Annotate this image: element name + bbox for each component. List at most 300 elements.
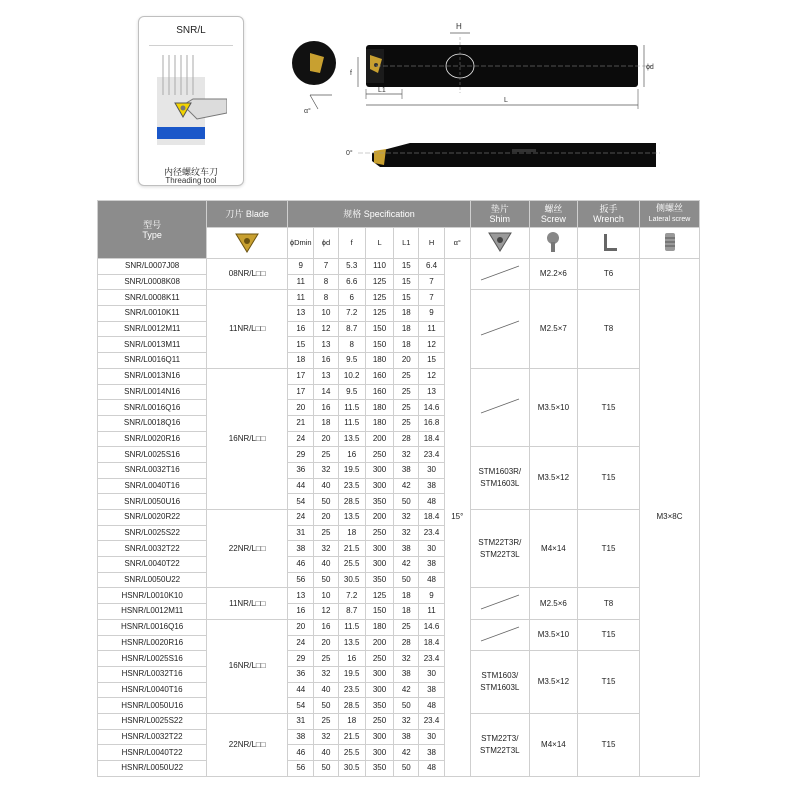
spec-cell: 21 xyxy=(288,415,314,431)
spec-cell: 180 xyxy=(365,353,393,369)
model-cell: HSNR/L0032T16 xyxy=(98,666,207,682)
spec-cell: 16 xyxy=(314,353,338,369)
spec-cell: 9 xyxy=(419,306,444,322)
model-cell: HSNR/L0020R16 xyxy=(98,635,207,651)
model-cell: SNR/L0012M11 xyxy=(98,321,207,337)
spec-cell: 54 xyxy=(288,698,314,714)
spec-cell: 32 xyxy=(394,651,419,667)
lateral-header-en: Lateral screw xyxy=(648,216,691,223)
model-cell: SNR/L0016Q11 xyxy=(98,353,207,369)
model-cell: SNR/L0014N16 xyxy=(98,384,207,400)
table-row xyxy=(98,368,700,384)
spec-cell: 30 xyxy=(419,666,444,682)
wrench-cell: T15 xyxy=(578,447,640,510)
spec-cell: 30 xyxy=(419,729,444,745)
screw-cell: M3.5×12 xyxy=(529,447,577,510)
table-row xyxy=(98,259,700,275)
spec-cell: 18.4 xyxy=(419,510,444,526)
model-cell: SNR/L0040T16 xyxy=(98,478,207,494)
not-applicable-slash xyxy=(475,624,525,644)
spec-cell: 32 xyxy=(314,462,338,478)
spec-cell: 6.4 xyxy=(419,259,444,275)
alpha-label: α° xyxy=(304,108,311,115)
spec-cell: 14.6 xyxy=(419,400,444,416)
spec-cell: 9.5 xyxy=(338,384,365,400)
col-l: L xyxy=(365,228,393,259)
spec-cell: 20 xyxy=(314,431,338,447)
spec-cell: 16 xyxy=(288,321,314,337)
lateral-cell: M3×8C xyxy=(640,259,700,777)
model-cell: SNR/L0008K08 xyxy=(98,274,207,290)
blade-header: 刀片 Blade xyxy=(207,201,288,228)
spec-cell: 42 xyxy=(394,478,419,494)
spec-cell: 50 xyxy=(394,761,419,777)
blade-cell: 16NR/L□□ xyxy=(207,368,288,509)
spec-cell: 40 xyxy=(314,557,338,573)
wrench-header-en: Wrench xyxy=(593,214,624,224)
model-cell: SNR/L0020R16 xyxy=(98,431,207,447)
f-label: f xyxy=(350,70,352,77)
screw-cell: M2.2×6 xyxy=(529,259,577,290)
spec-cell: 46 xyxy=(288,745,314,761)
spec-cell: 40 xyxy=(314,478,338,494)
model-cell: HSNR/L0010K10 xyxy=(98,588,207,604)
screw-cell: M4×14 xyxy=(529,713,577,776)
spec-cell: 125 xyxy=(365,290,393,306)
spec-cell: 23.4 xyxy=(419,447,444,463)
spec-cell: 25 xyxy=(314,651,338,667)
wrench-cell: T8 xyxy=(578,290,640,368)
spec-cell: 300 xyxy=(365,478,393,494)
spec-cell: 36 xyxy=(288,666,314,682)
end-view xyxy=(292,41,336,115)
spec-cell: 17 xyxy=(288,368,314,384)
spec-cell: 25 xyxy=(394,368,419,384)
spec-cell: 32 xyxy=(314,729,338,745)
spec-cell: 23.4 xyxy=(419,525,444,541)
screw-cell: M4×14 xyxy=(529,510,577,588)
spec-cell: 31 xyxy=(288,713,314,729)
spec-cell: 25 xyxy=(394,619,419,635)
spec-cell: 250 xyxy=(365,525,393,541)
screw-cell: M2.5×7 xyxy=(529,290,577,368)
spec-cell: 160 xyxy=(365,384,393,400)
spec-cell: 250 xyxy=(365,713,393,729)
spec-cell: 9.5 xyxy=(338,353,365,369)
spec-cell: 28 xyxy=(394,431,419,447)
spec-cell: 25 xyxy=(394,400,419,416)
spec-header: 规格 Specification xyxy=(288,201,471,228)
shim-cell-empty xyxy=(470,619,529,650)
shim-header-cn: 垫片 xyxy=(490,204,509,214)
spec-cell: 9 xyxy=(288,259,314,275)
blade-cell: 22NR/L□□ xyxy=(207,510,288,588)
spec-cell: 300 xyxy=(365,541,393,557)
screw-header-cn: 螺丝 xyxy=(544,204,563,214)
spec-cell: 250 xyxy=(365,447,393,463)
col-alpha: α° xyxy=(444,228,470,259)
blade-cell: 08NR/L□□ xyxy=(207,259,288,290)
spec-cell: 40 xyxy=(314,682,338,698)
wrench-cell: T15 xyxy=(578,651,640,714)
model-cell: SNR/L0032T22 xyxy=(98,541,207,557)
spec-cell: 38 xyxy=(419,478,444,494)
tool-card xyxy=(138,16,244,186)
spec-cell: 16 xyxy=(338,651,365,667)
shim-icon xyxy=(470,228,529,259)
spec-cell: 25 xyxy=(314,713,338,729)
spec-cell: 5.3 xyxy=(338,259,365,275)
spec-cell: 42 xyxy=(394,682,419,698)
model-cell: SNR/L0008K11 xyxy=(98,290,207,306)
spec-cell: 38 xyxy=(394,666,419,682)
spec-cell: 14 xyxy=(314,384,338,400)
spec-cell: 350 xyxy=(365,698,393,714)
card-label-cn: 内径螺纹车刀 xyxy=(163,167,218,177)
table-row xyxy=(98,713,700,729)
model-cell: SNR/L0025S16 xyxy=(98,447,207,463)
spec-cell: 13.5 xyxy=(338,510,365,526)
spec-cell: 44 xyxy=(288,478,314,494)
spec-cell: 50 xyxy=(314,761,338,777)
spec-cell: 18.4 xyxy=(419,635,444,651)
blade-cell: 22NR/L□□ xyxy=(207,713,288,776)
spec-cell: 15 xyxy=(394,259,419,275)
spec-cell: 50 xyxy=(314,698,338,714)
spec-cell: 29 xyxy=(288,651,314,667)
card-divider xyxy=(149,45,233,46)
spec-cell: 11.5 xyxy=(338,619,365,635)
wrench-header-cn: 扳手 xyxy=(599,204,618,214)
spec-cell: 300 xyxy=(365,462,393,478)
spec-cell: 12 xyxy=(314,321,338,337)
spec-cell: 30 xyxy=(419,541,444,557)
spec-cell: 300 xyxy=(365,745,393,761)
model-cell: SNR/L0050U22 xyxy=(98,572,207,588)
type-header-en: Type xyxy=(142,229,162,240)
spec-cell: 150 xyxy=(365,337,393,353)
spec-cell: 7.2 xyxy=(338,588,365,604)
spec-cell: 18 xyxy=(288,353,314,369)
not-applicable-slash xyxy=(475,396,525,416)
blade-cell: 11NR/L□□ xyxy=(207,588,288,619)
spec-cell: 48 xyxy=(419,698,444,714)
spec-cell: 25 xyxy=(314,525,338,541)
spec-cell: 42 xyxy=(394,745,419,761)
spec-cell: 50 xyxy=(314,572,338,588)
spec-cell: 13 xyxy=(288,588,314,604)
spec-cell: 20 xyxy=(288,619,314,635)
spec-cell: 23.5 xyxy=(338,682,365,698)
spec-cell: 15 xyxy=(394,290,419,306)
spec-cell: 18.4 xyxy=(419,431,444,447)
blade-cell: 11NR/L□□ xyxy=(207,290,288,368)
type-header xyxy=(98,201,207,259)
model-cell: SNR/L0013M11 xyxy=(98,337,207,353)
model-cell: HSNR/L0025S22 xyxy=(98,713,207,729)
spec-cell: 56 xyxy=(288,761,314,777)
spec-cell: 125 xyxy=(365,306,393,322)
screw-cell: M2.5×6 xyxy=(529,588,577,619)
l-label: L xyxy=(504,97,508,104)
spec-cell: 36 xyxy=(288,462,314,478)
col-dmin: ϕDmin xyxy=(288,228,314,259)
spec-cell: 48 xyxy=(419,761,444,777)
spec-cell: 32 xyxy=(394,447,419,463)
screw-cell: M3.5×12 xyxy=(529,651,577,714)
shim-cell-empty xyxy=(470,259,529,290)
spec-cell: 28.5 xyxy=(338,494,365,510)
spec-cell: 38 xyxy=(394,462,419,478)
phid-label: ϕd xyxy=(646,64,654,71)
model-cell: HSNR/L0012M11 xyxy=(98,604,207,620)
shim-cell-empty xyxy=(470,588,529,619)
spec-cell: 13.5 xyxy=(338,431,365,447)
blade-cell: 16NR/L□□ xyxy=(207,619,288,713)
spec-cell: 19.5 xyxy=(338,462,365,478)
spec-cell: 50 xyxy=(314,494,338,510)
spec-cell: 38 xyxy=(394,729,419,745)
shim-cell: STM1603R/ STM1603L xyxy=(470,447,529,510)
spec-cell: 13 xyxy=(288,306,314,322)
spec-cell: 180 xyxy=(365,619,393,635)
spec-cell: 21.5 xyxy=(338,729,365,745)
spec-cell: 7 xyxy=(419,290,444,306)
spec-cell: 32 xyxy=(394,510,419,526)
wrench-cell: T15 xyxy=(578,619,640,650)
col-d: ϕd xyxy=(314,228,338,259)
spec-cell: 11 xyxy=(288,274,314,290)
spec-cell: 20 xyxy=(288,400,314,416)
blade-icon xyxy=(207,228,288,259)
spec-cell: 300 xyxy=(365,729,393,745)
technical-drawing xyxy=(280,15,680,185)
spec-cell: 15 xyxy=(288,337,314,353)
model-cell: HSNR/L0016Q16 xyxy=(98,619,207,635)
spec-cell: 30.5 xyxy=(338,761,365,777)
model-cell: SNR/L0010K11 xyxy=(98,306,207,322)
spec-cell: 50 xyxy=(394,698,419,714)
spec-cell: 11.5 xyxy=(338,415,365,431)
spec-cell: 15 xyxy=(419,353,444,369)
spec-cell: 13 xyxy=(314,337,338,353)
spec-cell: 9 xyxy=(419,588,444,604)
spec-cell: 14.6 xyxy=(419,619,444,635)
spec-cell: 125 xyxy=(365,588,393,604)
l1-label: L1 xyxy=(378,87,386,94)
spec-cell: 350 xyxy=(365,761,393,777)
shim-cell-empty xyxy=(470,368,529,446)
spec-cell: 6 xyxy=(338,290,365,306)
spec-cell: 10 xyxy=(314,588,338,604)
model-cell: SNR/L0016Q16 xyxy=(98,400,207,416)
spec-cell: 300 xyxy=(365,557,393,573)
model-cell: SNR/L0025S22 xyxy=(98,525,207,541)
spec-cell: 32 xyxy=(394,525,419,541)
spec-cell: 13 xyxy=(419,384,444,400)
spec-cell: 18 xyxy=(394,337,419,353)
model-cell: SNR/L0050U16 xyxy=(98,494,207,510)
spec-cell: 8.7 xyxy=(338,604,365,620)
spec-cell: 180 xyxy=(365,415,393,431)
screw-icon xyxy=(529,228,577,259)
spec-cell: 18 xyxy=(394,604,419,620)
table-row xyxy=(98,447,700,463)
model-cell: HSNR/L0040T22 xyxy=(98,745,207,761)
spec-cell: 18 xyxy=(394,306,419,322)
model-cell: SNR/L0013N16 xyxy=(98,368,207,384)
col-f: f xyxy=(338,228,365,259)
spec-cell: 38 xyxy=(288,729,314,745)
spec-cell: 350 xyxy=(365,494,393,510)
spec-cell: 29 xyxy=(288,447,314,463)
spec-cell: 28 xyxy=(394,635,419,651)
spec-cell: 38 xyxy=(419,682,444,698)
shim-cell: STM1603/ STM1603L xyxy=(470,651,529,714)
model-cell: HSNR/L0032T22 xyxy=(98,729,207,745)
spec-cell: 18 xyxy=(314,415,338,431)
spec-cell: 11 xyxy=(419,604,444,620)
spec-cell: 13.5 xyxy=(338,635,365,651)
spec-cell: 12 xyxy=(314,604,338,620)
shim-cell: STM22T3R/ STM22T3L xyxy=(470,510,529,588)
spec-cell: 48 xyxy=(419,494,444,510)
spec-cell: 56 xyxy=(288,572,314,588)
col-l1: L1 xyxy=(394,228,419,259)
zero-angle-label: 0° xyxy=(346,150,353,157)
spec-cell: 13 xyxy=(314,368,338,384)
spec-cell: 150 xyxy=(365,321,393,337)
wrench-icon xyxy=(578,228,640,259)
shim-header xyxy=(470,201,529,228)
spec-cell: 6.6 xyxy=(338,274,365,290)
spec-cell: 38 xyxy=(394,541,419,557)
screw-header-en: Screw xyxy=(540,214,566,224)
spec-cell: 25 xyxy=(314,447,338,463)
model-cell: SNR/L0018Q16 xyxy=(98,415,207,431)
table-row xyxy=(98,619,700,635)
spec-cell: 16.8 xyxy=(419,415,444,431)
spec-cell: 17 xyxy=(288,384,314,400)
spec-cell: 24 xyxy=(288,431,314,447)
spec-cell: 25.5 xyxy=(338,745,365,761)
spec-cell: 30 xyxy=(419,462,444,478)
spec-cell: 24 xyxy=(288,510,314,526)
spec-cell: 15 xyxy=(394,274,419,290)
threading-tool-illustration xyxy=(157,55,227,155)
wrench-header xyxy=(578,201,640,228)
spec-cell: 125 xyxy=(365,274,393,290)
spec-cell: 20 xyxy=(394,353,419,369)
model-cell: HSNR/L0040T16 xyxy=(98,682,207,698)
spec-cell: 180 xyxy=(365,400,393,416)
wrench-cell: T15 xyxy=(578,368,640,446)
spec-cell: 25.5 xyxy=(338,557,365,573)
spec-cell: 8 xyxy=(338,337,365,353)
spec-cell: 8 xyxy=(314,274,338,290)
col-h: H xyxy=(419,228,444,259)
table-row xyxy=(98,588,700,604)
spec-cell: 31 xyxy=(288,525,314,541)
card-title: SNR/L xyxy=(176,25,206,36)
screw-header xyxy=(529,201,577,228)
table-row xyxy=(98,290,700,306)
spec-cell: 38 xyxy=(419,745,444,761)
spec-cell: 32 xyxy=(394,713,419,729)
spec-cell: 40 xyxy=(314,745,338,761)
wrench-cell: T6 xyxy=(578,259,640,290)
spec-cell: 19.5 xyxy=(338,666,365,682)
spec-cell: 250 xyxy=(365,651,393,667)
spec-cell: 10.2 xyxy=(338,368,365,384)
spec-cell: 21.5 xyxy=(338,541,365,557)
spec-cell: 23.4 xyxy=(419,651,444,667)
spec-cell: 50 xyxy=(394,572,419,588)
spec-cell: 25 xyxy=(394,384,419,400)
spec-cell: 11.5 xyxy=(338,400,365,416)
spec-cell: 18 xyxy=(338,713,365,729)
spec-cell: 18 xyxy=(338,525,365,541)
spec-cell: 28.5 xyxy=(338,698,365,714)
model-cell: HSNR/L0050U22 xyxy=(98,761,207,777)
table-row xyxy=(98,651,700,667)
spec-cell: 16 xyxy=(314,400,338,416)
side-view xyxy=(350,22,654,109)
spec-cell: 20 xyxy=(314,635,338,651)
screw-cell: M3.5×10 xyxy=(529,619,577,650)
screw-cell: M3.5×10 xyxy=(529,368,577,446)
not-applicable-slash xyxy=(475,592,525,612)
spec-cell: 23.4 xyxy=(419,713,444,729)
h-label: H xyxy=(456,22,462,31)
spec-cell: 44 xyxy=(288,682,314,698)
spec-cell: 200 xyxy=(365,510,393,526)
spec-cell: 110 xyxy=(365,259,393,275)
spec-cell: 42 xyxy=(394,557,419,573)
lateral-header-cn: 侧螺丝 xyxy=(655,203,683,213)
wrench-cell: T15 xyxy=(578,510,640,588)
model-cell: SNR/L0032T16 xyxy=(98,462,207,478)
spec-cell: 10 xyxy=(314,306,338,322)
spec-cell: 23.5 xyxy=(338,478,365,494)
spec-cell: 20 xyxy=(314,510,338,526)
spec-cell: 160 xyxy=(365,368,393,384)
bottom-view xyxy=(346,143,660,167)
model-cell: HSNR/L0025S16 xyxy=(98,651,207,667)
model-cell: SNR/L0007J08 xyxy=(98,259,207,275)
spec-cell: 16 xyxy=(314,619,338,635)
alpha-cell: 15° xyxy=(444,259,470,777)
spec-cell: 350 xyxy=(365,572,393,588)
spec-cell: 300 xyxy=(365,682,393,698)
spec-cell: 25 xyxy=(394,415,419,431)
wrench-cell: T15 xyxy=(578,713,640,776)
spec-cell: 150 xyxy=(365,604,393,620)
spec-cell: 11 xyxy=(419,321,444,337)
spec-cell: 18 xyxy=(394,588,419,604)
spec-cell: 46 xyxy=(288,557,314,573)
spec-cell: 24 xyxy=(288,635,314,651)
spec-cell: 12 xyxy=(419,368,444,384)
shim-cell: STM22T3/ STM22T3L xyxy=(470,713,529,776)
spec-cell: 38 xyxy=(419,557,444,573)
not-applicable-slash xyxy=(475,318,525,338)
spec-cell: 200 xyxy=(365,635,393,651)
spec-cell: 8.7 xyxy=(338,321,365,337)
shim-cell-empty xyxy=(470,290,529,368)
shim-header-en: Shim xyxy=(489,214,511,224)
spec-cell: 54 xyxy=(288,494,314,510)
